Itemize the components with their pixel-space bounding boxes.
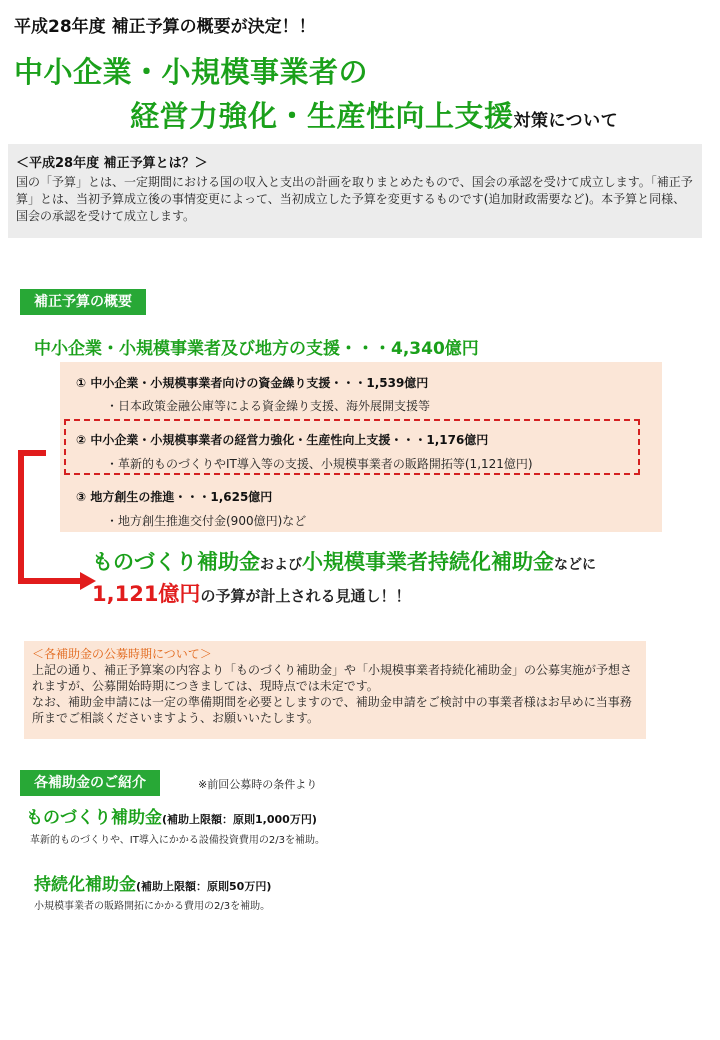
notice-box bbox=[24, 641, 646, 739]
grant-1-name: ものづくり補助金 bbox=[26, 808, 162, 828]
highlight-line1 bbox=[92, 546, 596, 576]
highlight-line2 bbox=[92, 578, 410, 608]
notice-title: ＜各補助金の公募時期について＞ bbox=[32, 647, 212, 661]
highlight-text1: および bbox=[260, 557, 302, 573]
notice-paragraph-2: なお、補助金申請には一定の準備期間を必要としますので、補助金申請をご検討中の事業者様はお早めに当事務所までご相談くださいますよう、お願いいたします。 bbox=[32, 695, 632, 725]
section-label-grants: 各補助金のご紹介 bbox=[20, 770, 160, 796]
item-3-title: ③ 地方創生の推進・・・1,625億円 bbox=[76, 490, 273, 504]
arrow-shaft bbox=[44, 578, 80, 584]
info-box bbox=[8, 144, 702, 238]
item-3-sub: ・地方創生推進交付金(900億円)など bbox=[106, 514, 307, 528]
bracket-arrow-line bbox=[18, 450, 46, 584]
item-2-title: ② 中小企業・小規模事業者の経営力強化・生産性向上支援・・・1,176億円 bbox=[76, 433, 489, 447]
highlight-text2: などに bbox=[554, 557, 596, 573]
highlight-grant1: ものづくり補助金 bbox=[92, 550, 260, 574]
grant-item-2 bbox=[34, 870, 271, 895]
grant-1-desc: 革新的ものづくりや、IT導入にかかる設備投資費用の2/3を補助。 bbox=[30, 835, 325, 846]
page-headline: 平成28年度 補正予算の概要が決定！！ bbox=[14, 17, 316, 37]
highlight-text3: の予算が計上される見通し！！ bbox=[200, 587, 411, 605]
grant-item-1 bbox=[26, 803, 317, 828]
info-body: 国の「予算」とは、一定期間における国の収入と支出の計画を取りまとめたもので、国会の承認を受けて成立します。「補正予算」とは、当初予算成立後の事情変更によって、当初成立した予算を変更するものです(追加財政需要など)。本予算と同様、国会の承認を受けて成立します。 bbox=[16, 175, 693, 223]
highlight-grant2: 小規模事業者持続化補助金 bbox=[302, 550, 554, 574]
section-label-overview: 補正予算の概要 bbox=[20, 289, 146, 315]
info-title: ＜平成28年度 補正予算とは？＞ bbox=[16, 156, 208, 171]
title-suffix: 対策について bbox=[513, 111, 619, 131]
grant-2-name: 持続化補助金 bbox=[34, 875, 136, 895]
grant-2-cap: (補助上限額：原則50万円) bbox=[136, 880, 272, 893]
grants-note: ※前回公募時の条件より bbox=[198, 778, 318, 791]
highlight-amount: 1,121億円 bbox=[92, 582, 201, 606]
grant-2-desc: 小規模事業者の販路開拓にかかる費用の2/3を補助。 bbox=[34, 901, 271, 912]
item-1-title: ① 中小企業・小規模事業者向けの資金繰り支援・・・1,539億円 bbox=[76, 376, 429, 390]
item-2-sub: ・革新的ものづくりやIT導入等の支援、小規模事業者の販路開拓等(1,121億円) bbox=[106, 457, 533, 471]
page-title-line1: 中小企業・小規模事業者の bbox=[14, 55, 369, 89]
grant-1-cap: (補助上限額：原則1,000万円) bbox=[162, 813, 317, 826]
item-1-sub: ・日本政策金融公庫等による資金繰り支援、海外展開支援等 bbox=[106, 399, 431, 413]
overview-heading: 中小企業・小規模事業者及び地方の支援・・・4,340億円 bbox=[34, 339, 479, 359]
notice-paragraph-1: 上記の通り、補正予算案の内容より「ものづくり補助金」や「小規模事業者持続化補助金」の公募実施が予想されますが、公募開始時期につきましては、現時点では未定です。 bbox=[32, 663, 633, 693]
page-title-line2 bbox=[130, 94, 618, 135]
title-main: 経営力強化・生産性向上支援 bbox=[130, 99, 514, 133]
